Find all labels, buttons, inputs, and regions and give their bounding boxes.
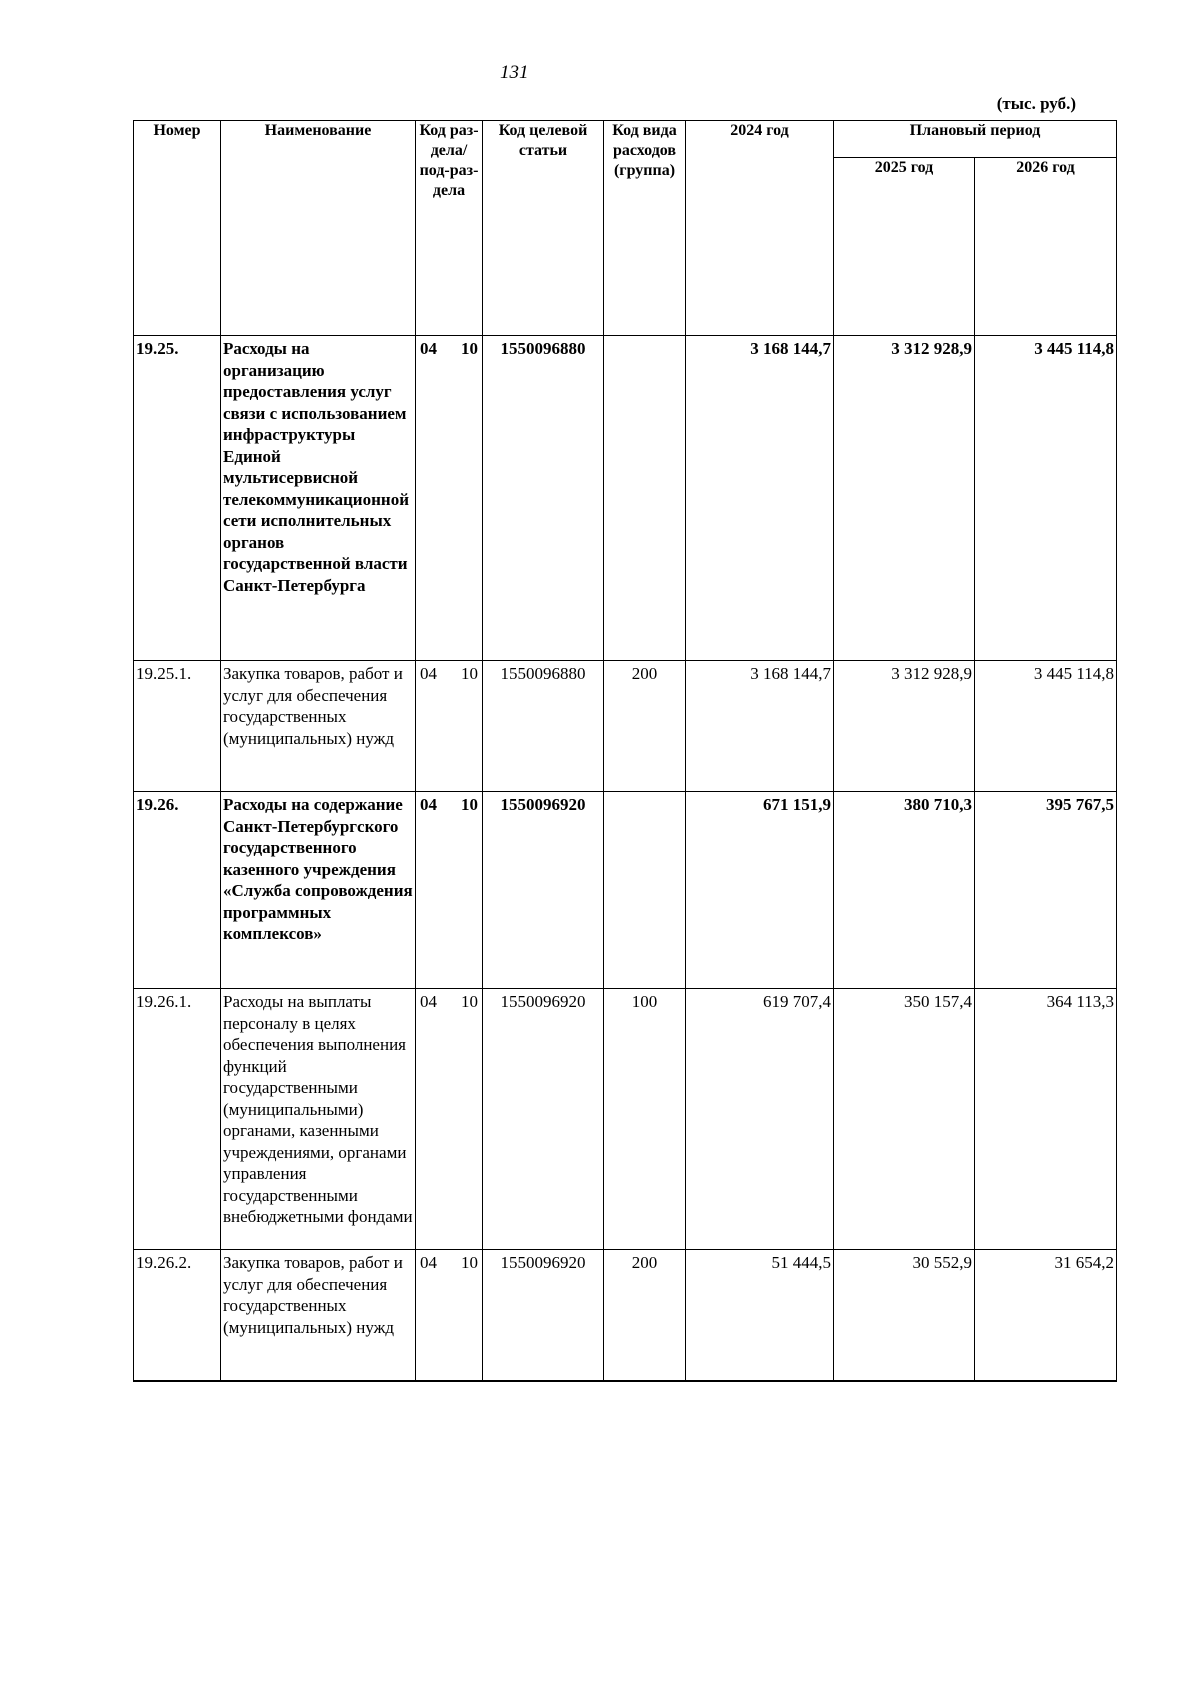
header-year-2026: 2026 год xyxy=(975,158,1117,336)
table-row xyxy=(134,1250,1117,1382)
budget-table xyxy=(133,120,1117,1382)
table-body xyxy=(134,336,1117,1382)
header-year-2025: 2025 год xyxy=(834,158,975,336)
row-target-code: 1550096920 xyxy=(483,792,604,989)
row-name: Расходы на организацию предоставления услуг связи с использованием инфраструктуры Единой мультисервисной телекоммуникационной сети исполнительных органов государственной власти Санкт-Петербурга xyxy=(221,336,416,661)
units-label: (тыс. руб.) xyxy=(996,94,1076,113)
row-subsection: 10 xyxy=(461,339,478,358)
row-value-2024: 619 707,4 xyxy=(686,989,834,1250)
row-number: 19.25.1. xyxy=(134,661,221,792)
table-row xyxy=(134,792,1117,989)
row-value-2026: 3 445 114,8 xyxy=(975,661,1117,792)
row-target-code: 1550096880 xyxy=(483,661,604,792)
page-number: 131 xyxy=(500,62,529,83)
row-value-2025: 3 312 928,9 xyxy=(834,661,975,792)
row-section-code xyxy=(416,792,483,989)
row-section: 04 xyxy=(420,1253,437,1272)
header-section-code: Код раз-дела/ под-раз-дела xyxy=(416,121,483,336)
row-value-2025: 3 312 928,9 xyxy=(834,336,975,661)
row-target-code: 1550096880 xyxy=(483,336,604,661)
row-subsection: 10 xyxy=(461,1253,478,1272)
row-value-2025: 350 157,4 xyxy=(834,989,975,1250)
row-section: 04 xyxy=(420,795,437,814)
row-section: 04 xyxy=(420,339,437,358)
row-name: Расходы на содержание Санкт-Петербургского государственного казенного учреждения «Служба сопровождения программных комплексов» xyxy=(221,792,416,989)
row-value-2024: 3 168 144,7 xyxy=(686,336,834,661)
row-value-2025: 30 552,9 xyxy=(834,1250,975,1382)
row-value-2025: 380 710,3 xyxy=(834,792,975,989)
table-row xyxy=(134,989,1117,1250)
row-value-2026: 31 654,2 xyxy=(975,1250,1117,1382)
row-target-code: 1550096920 xyxy=(483,1250,604,1382)
row-name: Закупка товаров, работ и услуг для обеспечения государственных (муниципальных) нужд xyxy=(221,661,416,792)
table-row xyxy=(134,661,1117,792)
row-spending-type xyxy=(604,336,686,661)
table-header xyxy=(134,121,1117,336)
row-name: Закупка товаров, работ и услуг для обеспечения государственных (муниципальных) нужд xyxy=(221,1250,416,1382)
row-spending-type: 200 xyxy=(604,1250,686,1382)
header-name: Наименование xyxy=(221,121,416,336)
row-value-2026: 3 445 114,8 xyxy=(975,336,1117,661)
row-section-code xyxy=(416,989,483,1250)
row-spending-type xyxy=(604,792,686,989)
header-target-code: Код целевой статьи xyxy=(483,121,604,336)
row-subsection: 10 xyxy=(461,664,478,683)
row-number: 19.26.2. xyxy=(134,1250,221,1382)
row-value-2024: 671 151,9 xyxy=(686,792,834,989)
row-section: 04 xyxy=(420,992,437,1011)
row-number: 19.26.1. xyxy=(134,989,221,1250)
row-number: 19.25. xyxy=(134,336,221,661)
header-spending-type: Код вида расходов (группа) xyxy=(604,121,686,336)
row-value-2026: 364 113,3 xyxy=(975,989,1117,1250)
header-year-2024: 2024 год xyxy=(686,121,834,336)
row-target-code: 1550096920 xyxy=(483,989,604,1250)
row-name: Расходы на выплаты персоналу в целях обеспечения выполнения функций государственными (муниципальными) органами, казенными учреждениями, органами управления государственными внебюджетными фондами xyxy=(221,989,416,1250)
row-value-2024: 51 444,5 xyxy=(686,1250,834,1382)
row-spending-type: 200 xyxy=(604,661,686,792)
row-section-code xyxy=(416,336,483,661)
row-subsection: 10 xyxy=(461,795,478,814)
header-planning-period: Плановый период xyxy=(834,121,1117,158)
row-value-2024: 3 168 144,7 xyxy=(686,661,834,792)
row-value-2026: 395 767,5 xyxy=(975,792,1117,989)
row-section-code xyxy=(416,661,483,792)
row-number: 19.26. xyxy=(134,792,221,989)
row-section-code xyxy=(416,1250,483,1382)
header-number: Номер xyxy=(134,121,221,336)
row-subsection: 10 xyxy=(461,992,478,1011)
row-spending-type: 100 xyxy=(604,989,686,1250)
table-row xyxy=(134,336,1117,661)
row-section: 04 xyxy=(420,664,437,683)
